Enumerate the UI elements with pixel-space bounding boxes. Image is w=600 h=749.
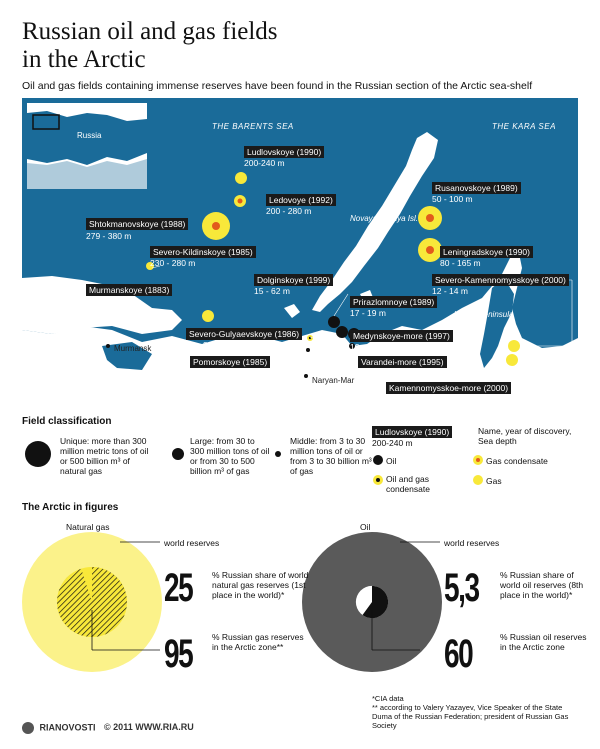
oil-world-reserves-label: world reserves bbox=[444, 538, 500, 548]
classification-heading: Field classification bbox=[22, 416, 112, 427]
footer-brand bbox=[22, 722, 194, 734]
example-field-depth: 200-240 m bbox=[372, 438, 413, 448]
field-depth: 50 - 100 m bbox=[432, 194, 473, 204]
oil-icon bbox=[373, 455, 383, 465]
field-depth: 12 - 14 m bbox=[432, 286, 468, 296]
page-title: Russian oil and gas fields in the Arctic bbox=[22, 18, 278, 73]
marker-severo-kamennomysskoye bbox=[508, 340, 520, 352]
sea-label-kara: THE KARA SEA bbox=[492, 122, 556, 131]
field-depth: 80 - 165 m bbox=[440, 258, 481, 268]
field-depth: 11 - 17 m bbox=[386, 394, 422, 404]
oil-arctic-text: % Russian oil reserves in the Arctic zone bbox=[500, 632, 587, 652]
field-depth: 200-240 m bbox=[244, 158, 285, 168]
field-depth: 10 - 30 m bbox=[186, 340, 222, 350]
gas-share-number: 25 bbox=[164, 566, 193, 610]
field-label: Dolginskoye (1999) bbox=[254, 274, 333, 286]
gas-share-text: % Russian share of world natural gas reserves (1st place in the world)* bbox=[212, 570, 309, 600]
field-label: Shtokmanovskoye (1988) bbox=[86, 218, 188, 230]
field-depth: 17 - 19 m bbox=[350, 308, 386, 318]
example-field-label: Ludlovskoye (1990) bbox=[372, 426, 452, 438]
field-label: Rusanovskoye (1989) bbox=[432, 182, 521, 194]
field-label: Kamennomysskoe-more (2000) bbox=[386, 382, 511, 394]
gas-arctic-number: 95 bbox=[164, 632, 193, 676]
gas-world-reserves-label: world reserves bbox=[164, 538, 220, 548]
label-novaya-zemlya: Novaya Zemlya Isl. bbox=[350, 214, 419, 223]
field-depth: 15 - 62 m bbox=[254, 286, 290, 296]
large-size-icon bbox=[172, 448, 184, 460]
ria-logo-icon bbox=[22, 722, 34, 734]
example-desc: Name, year of discovery, Sea depth bbox=[478, 426, 572, 446]
figures-charts bbox=[0, 530, 600, 700]
label-yamal: Yamal Peninsula bbox=[454, 310, 514, 319]
field-depth: 200 - 280 m bbox=[266, 206, 312, 216]
logo-text: RIANOVOSTI bbox=[39, 722, 96, 733]
inset-label: Russia bbox=[77, 131, 102, 140]
murmansk-dot bbox=[106, 344, 110, 348]
oil-chart-label: Oil bbox=[360, 522, 371, 532]
field-label: Severo-Gulyaevskoye (1986) bbox=[186, 328, 302, 340]
field-label: Severo-Kildinskoye (1985) bbox=[150, 246, 256, 258]
marker-dolginskoye bbox=[328, 316, 340, 328]
field-label: Ludlovskoye (1990) bbox=[244, 146, 324, 158]
legend-gas-condensate: Gas condensate bbox=[486, 456, 548, 466]
marker-pomorskoye bbox=[306, 348, 310, 352]
legend-oil-gas: Oil and gas condensate bbox=[386, 474, 430, 494]
field-label: Murmanskoye (1883) bbox=[86, 284, 172, 296]
gas-icon bbox=[473, 475, 483, 485]
middle-size-icon bbox=[275, 451, 281, 457]
footnotes: *CIA data ** according to Valery Yazayev, Vice Speaker of the State Duma of the Russian Federation; president of Russian Gas Society bbox=[372, 694, 569, 730]
field-label: Medynskoye-more (1997) bbox=[350, 330, 453, 342]
unique-desc: Unique: more than 300 million metric tons of oil or 500 billion m³ of natural gas bbox=[60, 436, 149, 476]
field-label: Ledovoye (1992) bbox=[266, 194, 336, 206]
label-naryan-mar: Naryan-Mar bbox=[312, 376, 355, 385]
field-depth: 68 - 123 m bbox=[86, 296, 127, 306]
figures-heading: The Arctic in figures bbox=[22, 502, 119, 513]
field-depth: 279 - 380 m bbox=[86, 231, 132, 241]
field-label: Leningradskoye (1990) bbox=[440, 246, 533, 258]
field-depth: 14 - 18 m bbox=[358, 368, 394, 378]
marker-kamennomysskoe-more bbox=[506, 354, 518, 366]
legend-oil: Oil bbox=[386, 456, 397, 466]
gas-chart-label: Natural gas bbox=[66, 522, 110, 532]
middle-desc: Middle: from 3 to 30 million tons of oil or from 3 to 30 billion m³ of gas bbox=[290, 436, 372, 476]
gas-arctic-text: % Russian gas reserves in the Arctic zone** bbox=[212, 632, 304, 652]
field-depth: 20 - 30 m bbox=[190, 368, 226, 378]
field-label: Varandei-more (1995) bbox=[358, 356, 447, 368]
field-depth: 12 - 22 m bbox=[350, 342, 386, 352]
field-label: Pomorskoye (1985) bbox=[190, 356, 270, 368]
naryan-mar-dot bbox=[304, 374, 308, 378]
marker-prirazlomnoye bbox=[336, 326, 348, 338]
sea-label-barents: THE BARENTS SEA bbox=[212, 122, 294, 131]
large-desc: Large: from 30 to 300 million tons of oil or from 30 to 500 billion m³ of gas bbox=[190, 436, 270, 476]
marker-ludlovskoye bbox=[235, 172, 247, 184]
field-label: Severo-Kamennomysskoye (2000) bbox=[432, 274, 569, 286]
label-murmansk: Murmansk bbox=[114, 344, 152, 353]
field-depth: 230 - 280 m bbox=[150, 258, 196, 268]
unique-size-icon bbox=[25, 441, 51, 467]
legend-gas: Gas bbox=[486, 476, 502, 486]
oil-share-text: % Russian share of world oil reserves (8th place in the world)* bbox=[500, 570, 584, 600]
field-label: Prirazlomnoye (1989) bbox=[350, 296, 437, 308]
oil-arctic-number: 60 bbox=[444, 632, 473, 676]
arctic-map bbox=[22, 98, 578, 406]
copyright: © 2011 WWW.RIA.RU bbox=[104, 722, 194, 733]
subtitle: Oil and gas fields containing immense reserves have been found in the Russian section of the Arctic sea-shelf bbox=[22, 80, 533, 92]
oil-share-number: 5,3 bbox=[444, 566, 479, 610]
marker-murmanskoye bbox=[202, 310, 214, 322]
